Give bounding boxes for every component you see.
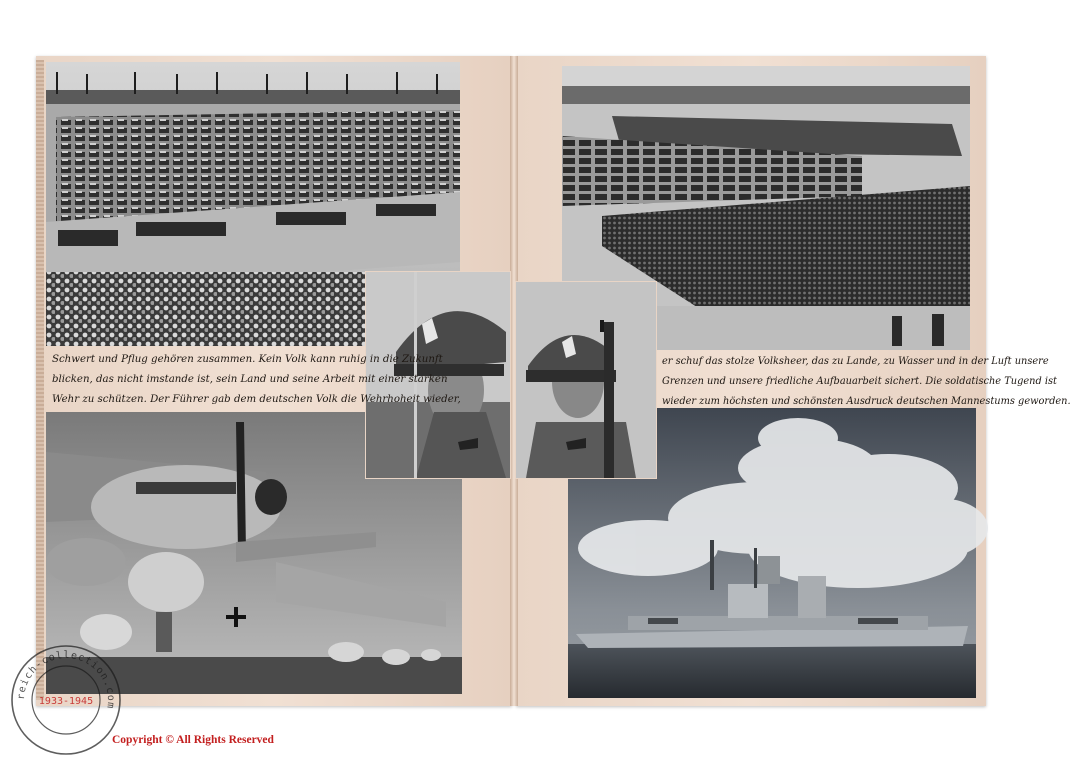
copyright-notice: Copyright © All Rights Reserved (112, 734, 274, 746)
caption-left (52, 350, 461, 410)
caption-right-line-3: wieder zum höchsten und schönsten Ausdruck deutschen Mannestums geworden. (662, 396, 1071, 407)
caption-right-line-1: er schuf das stolze Volksheer, das zu Lande, zu Wasser und in der Luft unsere (662, 356, 1049, 367)
caption-right (662, 352, 1071, 412)
caption-left-line-2: blicken, das nicht imstande ist, sein Land und seine Arbeit mit einer starken (52, 374, 448, 385)
stamp-years: 1933-1945 (38, 696, 94, 707)
soldier-portrait-right (516, 282, 656, 478)
caption-left-line-1: Schwert und Pflug gehören zusammen. Kein Volk kann ruhig in die Zukunft (52, 354, 443, 365)
stamp-text: reich-collection.com (15, 649, 117, 710)
caption-right-line-2: Grenzen und unsere friedliche Aufbauarbeit sichert. Die soldatische Tugend ist (662, 376, 1057, 387)
caption-left-line-3: Wehr zu schützen. Der Führer gab dem deutschen Volk die Wehrhoheit wieder, (52, 394, 461, 405)
page-edge (36, 60, 44, 700)
watermark-stamp (8, 642, 124, 758)
